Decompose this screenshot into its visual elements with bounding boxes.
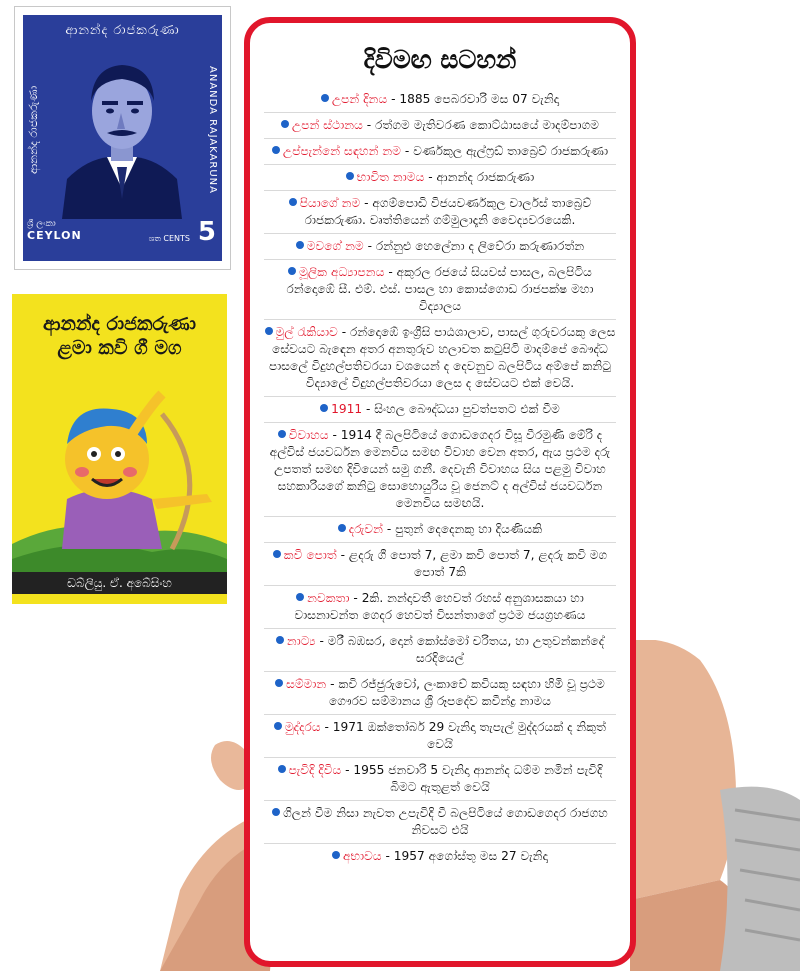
timeline-entry bbox=[264, 590, 616, 629]
bullet-dot-icon bbox=[338, 524, 346, 532]
timeline-entry-label: මවගේ නම bbox=[306, 239, 364, 253]
book-illustration bbox=[12, 374, 227, 574]
timeline-entry-label: නවකතා bbox=[307, 591, 350, 605]
timeline-list bbox=[264, 91, 616, 873]
bullet-dot-icon bbox=[320, 404, 328, 412]
timeline-entry-text: - පුතුන් දෙදෙනකු හා දියණියකි bbox=[383, 522, 543, 536]
timeline-entry-text: - රන්නුළු හෙලේනා ද ලිවේරා කරුණාරත්න bbox=[363, 239, 585, 253]
timeline-entry-label: උපන් දිනය bbox=[331, 92, 388, 106]
bullet-dot-icon bbox=[281, 120, 289, 128]
bullet-dot-icon bbox=[296, 593, 304, 601]
stamp-value: 5 bbox=[197, 217, 216, 247]
timeline-entry-label: 1911 bbox=[331, 402, 363, 416]
timeline-entry bbox=[264, 143, 616, 165]
timeline-entry bbox=[264, 521, 616, 543]
timeline-entry-label: මුද්දරය bbox=[284, 720, 321, 734]
timeline-entry-text: - ළදරු ගී පොත් 7, ළමා කවි පොත් 7, ළදරු කවි මග පොත් 7කි bbox=[336, 548, 608, 579]
timeline-entry-text: - 1885 පෙබරවාරි මස 07 වැනිදා bbox=[387, 92, 560, 106]
timeline-entry-text: - ආනන්ද රාජකරුණා bbox=[424, 170, 535, 184]
bullet-dot-icon bbox=[289, 198, 297, 206]
timeline-entry bbox=[264, 762, 616, 801]
biography-card bbox=[244, 17, 636, 967]
timeline-entry-text: - සිංහල බෞද්ධයා පුවත්පතට එක් වීම bbox=[362, 402, 560, 416]
timeline-entry-text: - කවි රජ්ජුරුවෝ, ලංකාවේ කවියකු සඳහා හිමි වූ ප්‍රථම ගෞරව සම්මානය ශ්‍රී රූපදේව කවීන්ද්‍ර නාමය bbox=[326, 677, 605, 708]
timeline-entry bbox=[264, 547, 616, 586]
stamp-value-unit: ශත CENTS bbox=[148, 234, 190, 243]
timeline-entry-label: අභාවය bbox=[343, 849, 382, 863]
stamp-country bbox=[27, 219, 82, 241]
timeline-entry-text: - 1957 අගෝස්තු මස 27 වැනිදා bbox=[381, 849, 548, 863]
timeline-entry bbox=[264, 427, 616, 517]
timeline-entry-text: - 1971 ඔක්තෝබර් 29 වැනිදා තැපැල් මුද්දරයක් ද නිකුත් වෙයි bbox=[320, 720, 607, 751]
timeline-entry-label: විවාහය bbox=[288, 428, 329, 442]
postage-stamp bbox=[14, 6, 231, 270]
timeline-entry bbox=[264, 805, 616, 844]
timeline-entry-text: ගිලන් වීම නිසා නැවත උපැවිදි වී බලපිටියේ ගොඩගෙදර රාජගහ නිවසට එයි bbox=[283, 806, 608, 837]
bullet-dot-icon bbox=[272, 146, 280, 154]
timeline-entry bbox=[264, 401, 616, 423]
bullet-dot-icon bbox=[278, 430, 286, 438]
book-title-line2: ළමා කවි ගී මග bbox=[57, 337, 182, 359]
bullet-dot-icon bbox=[296, 241, 304, 249]
timeline-entry bbox=[264, 91, 616, 113]
bullet-dot-icon bbox=[332, 851, 340, 859]
bullet-dot-icon bbox=[278, 765, 286, 773]
timeline-entry-text: - 1914 දී බලපිටියේ ගොඩගෙදර විසූ වීරමුණි මේරි ද අල්විස් ජයවර්ධන මෙනවිය සමඟ විවාහ වෙන අතර, ඇය ප්‍රථම දරු උපතත් සමඟ දිවියෙන් සමු ගනී. දෙවැනි විවාහය සිය පළමු විවාහ සහකාරියගේ කනිටු සොහොයුරිය වූ ජෙනට් ද අල්විස් ජයවර්ධන මෙනවිය සමඟයි. bbox=[269, 428, 611, 510]
timeline-entry-text: - 2කි. නන්දාවතී හෙවත් රහස් අනුශාසකයා හා වාසනාවන්ත ගෙදර හෙවත් විසන්තාගේ ප්‍රථම ජයග්‍රහණය bbox=[294, 591, 586, 622]
timeline-entry bbox=[264, 238, 616, 260]
timeline-entry-label: නාට්‍ය bbox=[286, 634, 316, 648]
timeline-entry-text: - රන්දොඹේ ඉංග්‍රීසි පාඨශාලාව, පාසල් ගුරුවරයකු ලෙස සේවයට බැඳෙන අතර අනතුරුව හලාවත කටුපිටි මාදම්පේ බෞද්ධ පාසලේ විදුහල්පතිවරයා වශයෙන් ද දෙවනුව බලපිටිය අම්පේ කනිටු විද්‍යාලේ විදුහල්පතිවරයා ලෙස ද සේවයට එක් වෙයි. bbox=[269, 325, 616, 390]
stamp-country-si: ශ්‍රී ලංකා bbox=[27, 219, 56, 229]
timeline-entry bbox=[264, 676, 616, 715]
timeline-entry-text: - වර්ණකුල ඇල්ෆ්‍රඩ් තාබ්‍රෙව් රාජකරුණා bbox=[401, 144, 609, 158]
book-title-line1: ආනන්ද රාජකරුණා bbox=[43, 313, 196, 335]
stamp-title: ආනන්ද රාජකරුණා bbox=[65, 23, 180, 38]
portrait-image bbox=[57, 49, 187, 219]
stamp-side-text-left: ආනන්ද රාජකරුණා bbox=[27, 85, 40, 175]
book-title bbox=[12, 312, 227, 360]
book-cover bbox=[12, 294, 227, 604]
timeline-entry bbox=[264, 117, 616, 139]
timeline-entry-text: - අකුරල රජයේ සියවස් පාසල, බලපිටිය රන්දොඹේ සී. එම්. එස්. පාසල හා කොස්ගොඩ රාජපක්ෂ මහා විද්‍යාලය bbox=[286, 265, 594, 313]
stamp-country-en: CEYLON bbox=[27, 229, 82, 242]
timeline-entry bbox=[264, 633, 616, 672]
timeline-entry bbox=[264, 848, 616, 869]
timeline-entry-label: පැවිදි දිවිය bbox=[288, 763, 342, 777]
timeline-entry bbox=[264, 264, 616, 320]
card-title: දිවිමඟ සටහන් bbox=[363, 45, 517, 74]
timeline-entry bbox=[264, 195, 616, 234]
bullet-dot-icon bbox=[274, 722, 282, 730]
bullet-dot-icon bbox=[275, 679, 283, 687]
timeline-entry-label: දරුවන් bbox=[348, 522, 384, 536]
bullet-dot-icon bbox=[346, 172, 354, 180]
stamp-face bbox=[23, 15, 222, 261]
timeline-entry-text: - රත්ගම මැතිවරණ කොට්ඨාසයේ මාදම්පාගම bbox=[362, 118, 600, 132]
bullet-dot-icon bbox=[273, 550, 281, 558]
bullet-dot-icon bbox=[288, 267, 296, 275]
timeline-entry-label: උපන් ස්ථානය bbox=[291, 118, 363, 132]
timeline-entry-text: - මරී බඹසර, දොන් කෝස්මෝ චරිතය, හා උතුවන්කන්දේ සරදියෙල් bbox=[315, 634, 605, 665]
bullet-dot-icon bbox=[272, 808, 280, 816]
timeline-entry-text: - අගම්පොඩි විජයවර්ණකුල චාර්ලස් තාබ්‍රෙව් රාජකරුණා. වෘත්තියෙන් ගම්මුලාදෑනි වෛද්‍යවරයෙකි. bbox=[304, 196, 592, 227]
timeline-entry-label: මුල් රැකියාව bbox=[275, 325, 338, 339]
timeline-entry-label: මූලික අධ්‍යාපනය bbox=[299, 265, 385, 279]
bullet-dot-icon bbox=[265, 327, 273, 335]
bullet-dot-icon bbox=[276, 636, 284, 644]
book-author: ඩබ්ලියු. ඒ. අබේසිංහ bbox=[12, 572, 227, 594]
bullet-dot-icon bbox=[321, 94, 329, 102]
timeline-entry-label: කවි පොත් bbox=[283, 548, 337, 562]
timeline-entry-label: පියාගේ නම bbox=[299, 196, 361, 210]
timeline-entry-text: - 1955 ජනවාරි 5 වැනිදා ආනන්ද ධම්ම නමින් පැවිදි බිමට ඇතුළත් වෙයි bbox=[341, 763, 603, 794]
timeline-entry-label: උප්පැන්නේ සඳහන් නම bbox=[282, 144, 402, 158]
timeline-entry bbox=[264, 719, 616, 758]
timeline-entry bbox=[264, 169, 616, 191]
stamp-side-text-right: ANANDA RAJAKARUNA bbox=[207, 66, 218, 194]
timeline-entry bbox=[264, 324, 616, 397]
timeline-entry-label: භාවිත නාමය bbox=[356, 170, 425, 184]
timeline-entry-label: සම්මාන bbox=[286, 677, 327, 691]
